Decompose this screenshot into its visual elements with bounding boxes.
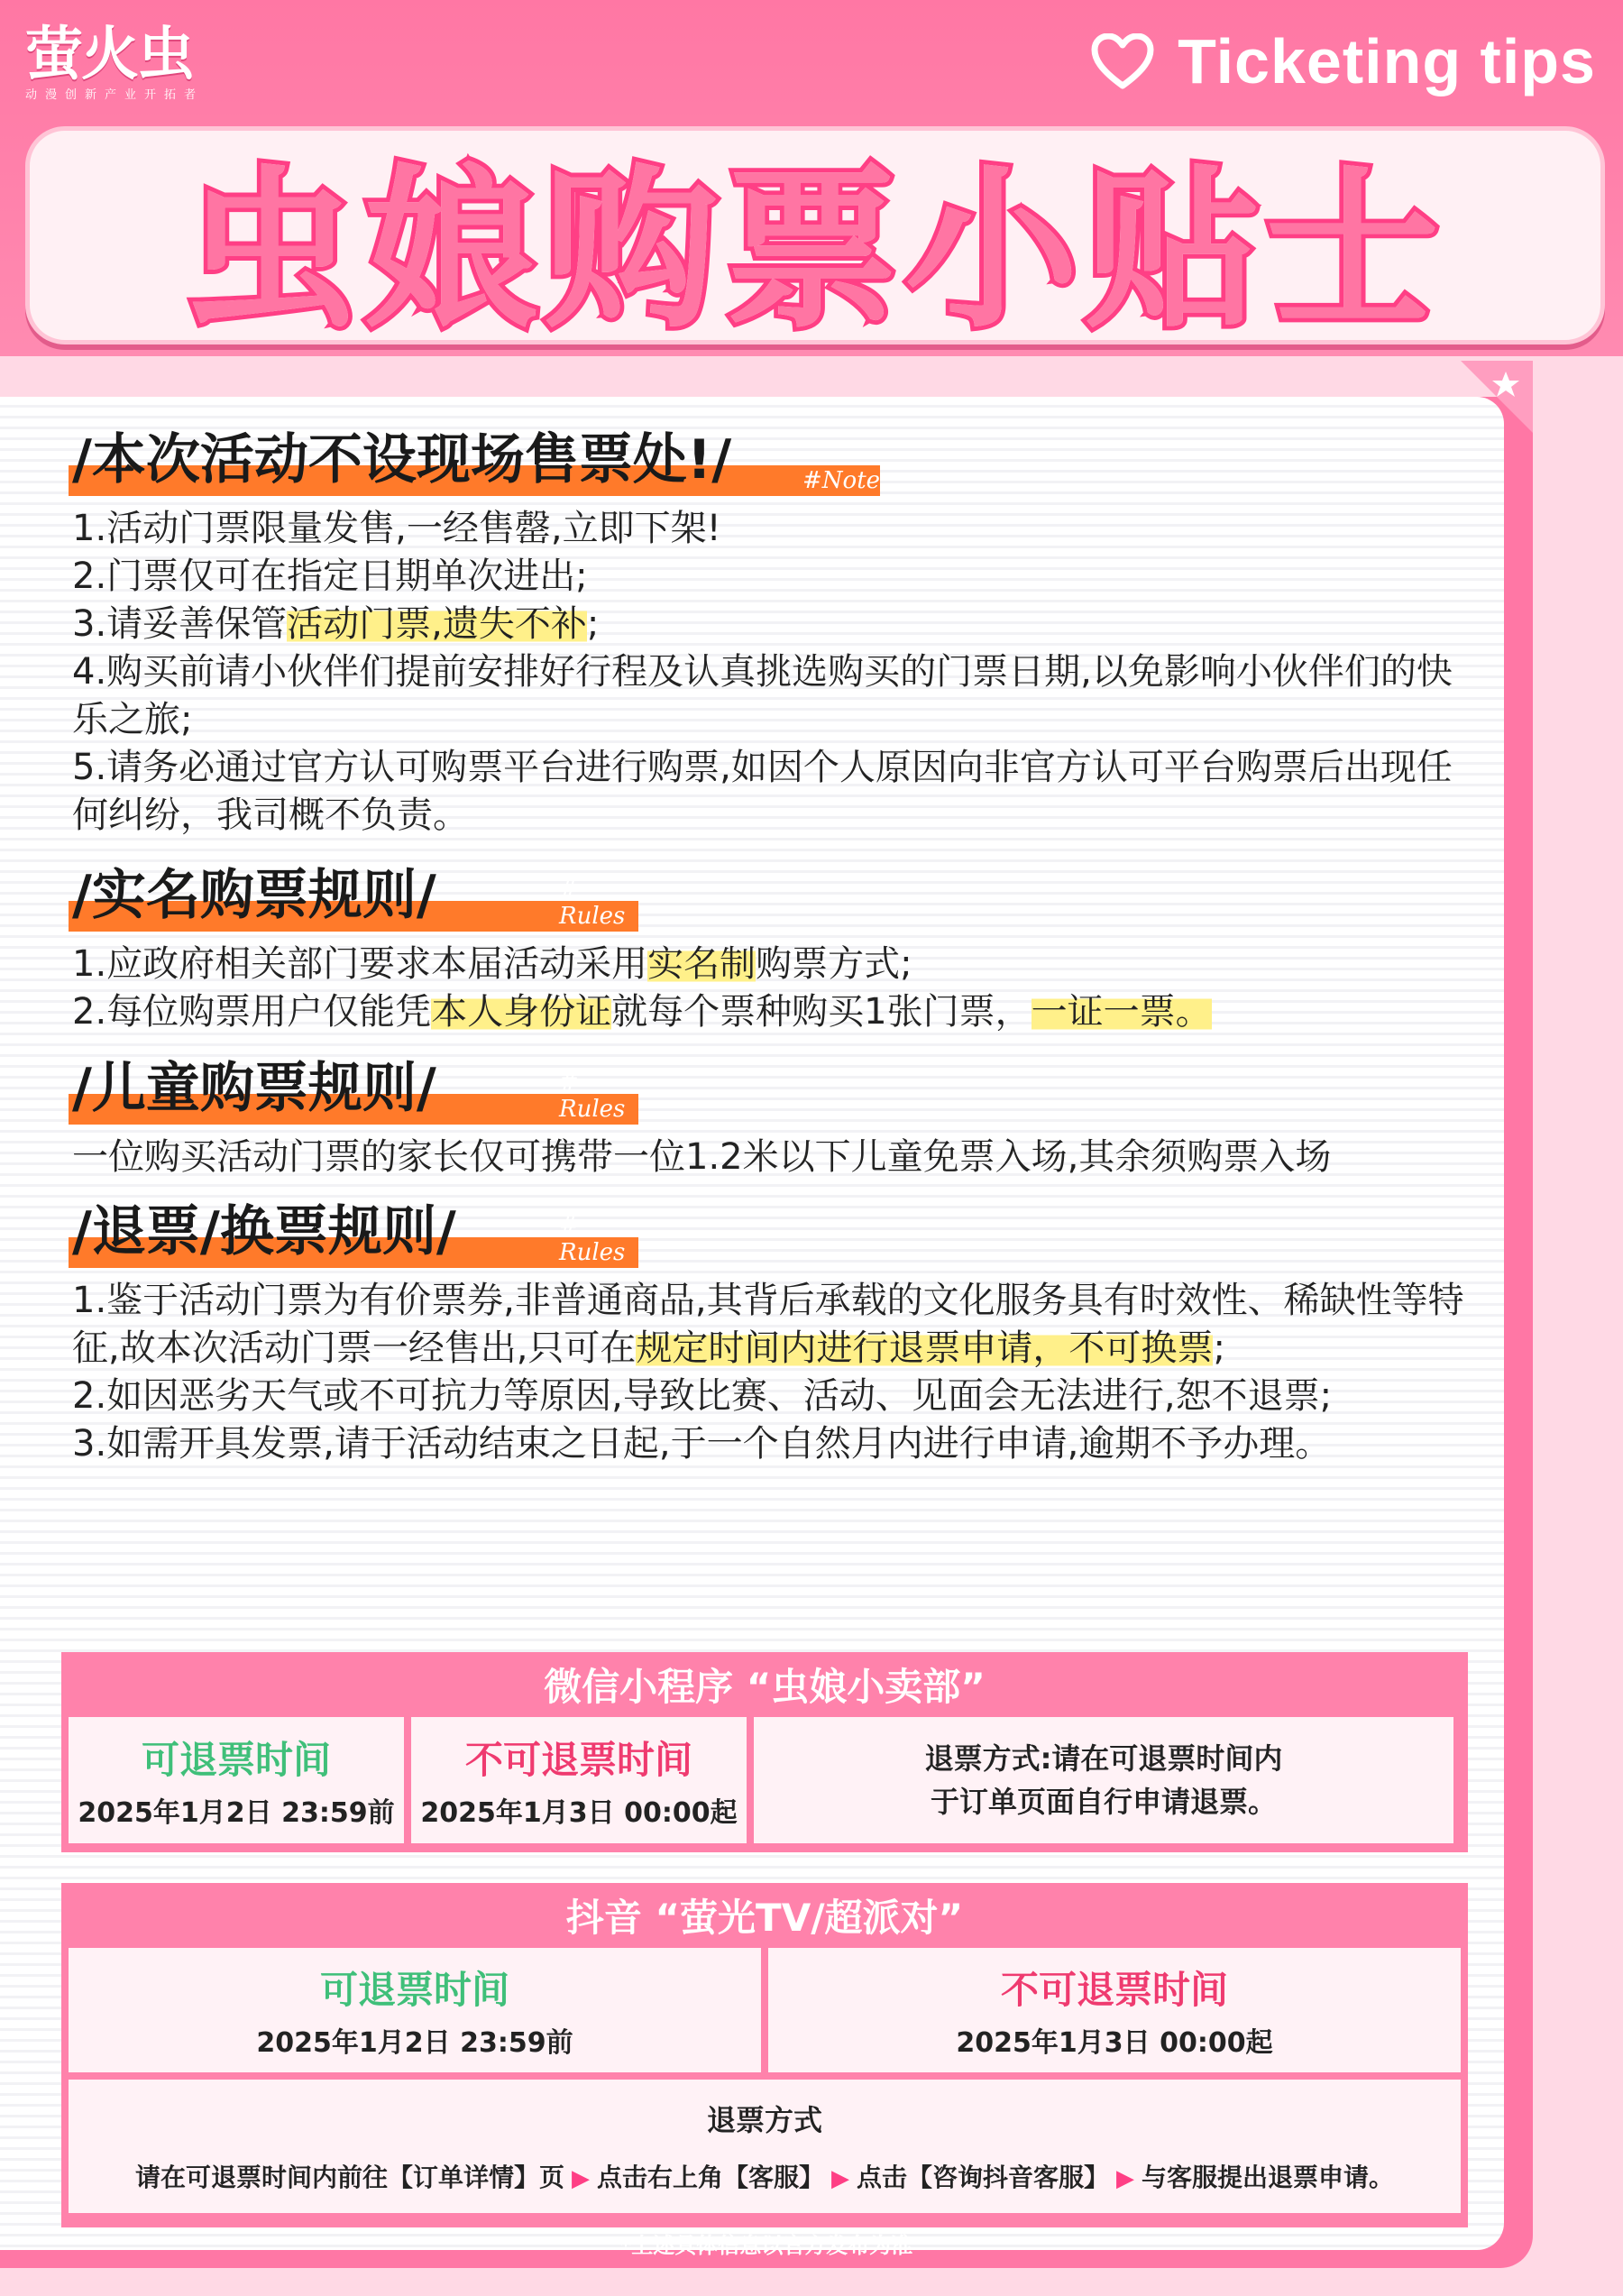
page-title: 虫娘购票小贴士 — [184, 151, 1446, 352]
rule-line: 2.如因恶劣天气或不可抗力等原因,导致比赛、活动、见面会无法进行,恕不退票; — [72, 1375, 1333, 1417]
nonrefundable-label: 不可退票时间 — [464, 1738, 692, 1782]
section-heading-text: /实名购票规则/ — [72, 864, 436, 927]
title-banner — [25, 126, 1605, 352]
method-line: 退票方式:请在可退票时间内 — [924, 1741, 1283, 1776]
refund-step: 点击【咨询抖音客服】 — [857, 2163, 1110, 2192]
logo-subtitle: 动漫创新产业开拓者 — [25, 88, 205, 102]
refundable-label: 可退票时间 — [141, 1738, 331, 1782]
douyin-method-cell — [69, 2080, 1461, 2213]
section — [72, 1196, 1479, 1468]
refundable-label: 可退票时间 — [319, 1968, 509, 2012]
douyin-refundable-cell — [69, 1948, 761, 2072]
rule-line: 5.请务必通过官方认可购票平台进行购票,如因个人原因向非官方认可平台购票后出现任何纠纷，我司概不负责。 — [72, 747, 1453, 836]
wechat-nonrefundable-cell — [411, 1717, 747, 1843]
section-body — [72, 941, 1479, 1036]
logo-text: 萤火虫 — [25, 22, 193, 88]
refund-step: 与客服提出退票申请。 — [1142, 2163, 1395, 2192]
rule-line: 3.请妥善保管活动门票,遗失不补; — [72, 603, 600, 645]
footnote: *上述具体信息以官方发布为准 — [619, 2233, 913, 2258]
highlight-text: 活动门票,遗失不补 — [287, 603, 587, 645]
wechat-refund-table — [61, 1652, 1468, 1852]
brand-logo — [25, 23, 204, 102]
highlight-text: 规定时间内进行退票申请，不可换票 — [636, 1327, 1214, 1369]
rule-line: 4.购买前请小伙伴们提前安排好行程及认真挑选购买的门票日期,以免影响小伙伴们的快乐之旅; — [72, 651, 1453, 740]
refundable-date: 2025年1月2日 23:59前 — [78, 1797, 395, 1829]
section-heading-text: /退票/换票规则/ — [72, 1200, 456, 1263]
highlight-text: 本人身份证 — [431, 991, 612, 1033]
douyin-table-title: 抖音 “萤光TV/超派对” — [565, 1896, 964, 1940]
section-tag: # Rules — [559, 876, 626, 930]
section-body — [72, 1134, 1479, 1181]
section — [72, 859, 1479, 1036]
rule-line: 1.鉴于活动门票为有价票券,非普通商品,其背后承载的文化服务具有时效性、稀缺性等特征,故本次活动门票一经售出,只可在规定时间内进行退票申请，不可换票; — [72, 1280, 1464, 1369]
section-heading — [72, 859, 626, 932]
section-body — [72, 1277, 1479, 1468]
arrow-right-icon: ▶ — [571, 2165, 590, 2192]
rule-line: 1.应政府相关部门要求本届活动采用实名制购票方式; — [72, 943, 912, 985]
rule-line: 一位购买活动门票的家长仅可携带一位1.2米以下儿童免票入场,其余须购票入场 — [72, 1136, 1332, 1178]
nonrefundable-date: 2025年1月3日 00:00起 — [420, 1797, 738, 1829]
ticketing-tips-header — [1091, 25, 1596, 97]
douyin-nonrefundable-cell — [768, 1948, 1461, 2072]
refund-step: 点击右上角【客服】 — [596, 2163, 824, 2192]
wechat-table-title: 微信小程序 “虫娘小卖部” — [544, 1665, 986, 1709]
highlight-text: 实名制 — [647, 943, 756, 985]
wechat-method-cell — [754, 1717, 1453, 1843]
refund-steps — [135, 2158, 1394, 2194]
tips-content — [72, 424, 1479, 1468]
star-icon — [1461, 361, 1533, 433]
section-heading-text: /本次活动不设现场售票处!/ — [72, 428, 732, 491]
section-heading — [72, 424, 881, 496]
section-heading — [72, 1052, 626, 1125]
section — [72, 1052, 1479, 1181]
method-line: 于订单页面自行申请退票。 — [930, 1785, 1277, 1819]
section-heading-text: /儿童购票规则/ — [72, 1057, 436, 1120]
wechat-refundable-cell — [69, 1717, 404, 1843]
nonrefundable-label: 不可退票时间 — [1000, 1968, 1228, 2012]
section-tag: # Rules — [559, 1212, 626, 1266]
section — [72, 424, 1479, 840]
refundable-date: 2025年1月2日 23:59前 — [256, 2027, 573, 2059]
rule-line: 3.如需开具发票,请于活动结束之日起,于一个自然月内进行申请,逾期不予办理。 — [72, 1423, 1332, 1465]
section-body — [72, 505, 1479, 840]
arrow-right-icon: ▶ — [831, 2165, 849, 2192]
section-tag: # Rules — [559, 1069, 626, 1123]
rule-line: 2.门票仅可在指定日期单次进出; — [72, 556, 588, 597]
method-title: 退票方式 — [706, 2103, 822, 2137]
refund-step: 请在可退票时间内前往【订单详情】页 — [134, 2163, 564, 2192]
rule-line: 1.活动门票限量发售,一经售罄,立即下架! — [72, 508, 721, 549]
section-tag: #Note — [802, 467, 881, 494]
nonrefundable-date: 2025年1月3日 00:00起 — [956, 2027, 1273, 2059]
douyin-refund-table — [61, 1883, 1468, 2227]
highlight-text: 一证一票。 — [1031, 991, 1212, 1033]
section-heading — [72, 1196, 626, 1268]
heart-icon — [1091, 33, 1154, 89]
rule-line: 2.每位购票用户仅能凭本人身份证就每个票种购买1张门票，一证一票。 — [72, 991, 1212, 1033]
arrow-right-icon: ▶ — [1116, 2165, 1135, 2192]
ticketing-tips-label: Ticketing tips — [1178, 26, 1596, 96]
